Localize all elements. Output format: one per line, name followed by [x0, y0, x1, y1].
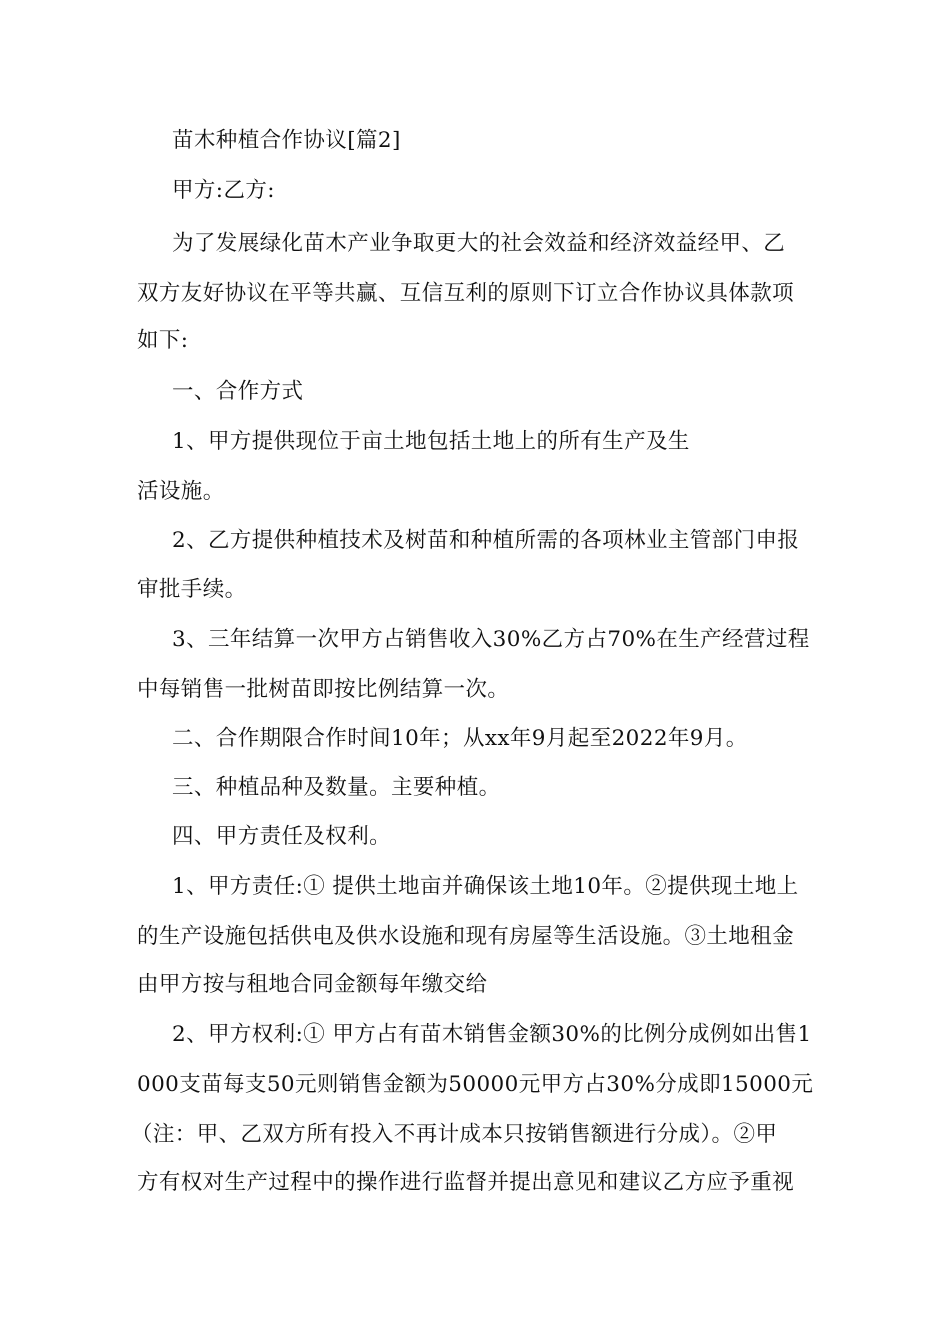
section-heading-varieties: 三、种植品种及数量。主要种植。: [172, 775, 501, 800]
paragraph-intro-line-3: 如下:: [137, 328, 189, 353]
clause-1-line-2: 活设施。: [137, 479, 225, 504]
party-a-right-line-3: （注：甲、乙双方所有投入不再计成本只按销售额进行分成）。②甲: [131, 1122, 778, 1147]
clause-2-line-1: 2、乙方提供种植技术及树苗和种植所需的各项林业主管部门申报: [172, 528, 800, 553]
party-a-right-line-1: 2、甲方权利:① 甲方占有苗木销售金额30%的比例分成例如出售1: [172, 1022, 812, 1047]
section-heading-party-a: 四、甲方责任及权利。: [172, 824, 392, 849]
section-heading-cooperation: 一、合作方式: [172, 379, 304, 404]
party-a-right-line-2: 000支苗每支50元则销售金额为50000元甲方占30%分成即15000元: [137, 1072, 814, 1097]
document-title: 苗木种植合作协议[篇2]: [172, 128, 401, 153]
paragraph-intro-line-1: 为了发展绿化苗木产业争取更大的社会效益和经济效益经甲、乙: [172, 231, 786, 256]
party-a-duty-line-2: 的生产设施包括供电及供水设施和现有房屋等生活设施。③土地租金: [137, 924, 795, 949]
paragraph-intro-line-2: 双方友好协议在平等共赢、互信互利的原则下订立合作协议具体款项: [137, 281, 795, 306]
party-a-duty-line-3: 由甲方按与租地合同金额每年缴交给: [137, 972, 488, 997]
parties-line: 甲方:乙方:: [172, 178, 275, 203]
party-a-duty-line-1: 1、甲方责任:① 提供土地亩并确保该土地10年。②提供现土地上: [172, 874, 799, 899]
section-heading-term: 二、合作期限合作时间10年；从xx年9月起至2022年9月。: [172, 726, 748, 751]
clause-3-line-1: 3、三年结算一次甲方占销售收入30%乙方占70%在生产经营过程: [172, 627, 810, 652]
clause-3-line-2: 中每销售一批树苗即按比例结算一次。: [137, 677, 510, 702]
clause-1-line-1: 1、甲方提供现位于亩土地包括土地上的所有生产及生: [172, 429, 690, 454]
party-a-right-line-4: 方有权对生产过程中的操作进行监督并提出意见和建议乙方应予重视: [137, 1170, 795, 1195]
clause-2-line-2: 审批手续。: [137, 577, 247, 602]
